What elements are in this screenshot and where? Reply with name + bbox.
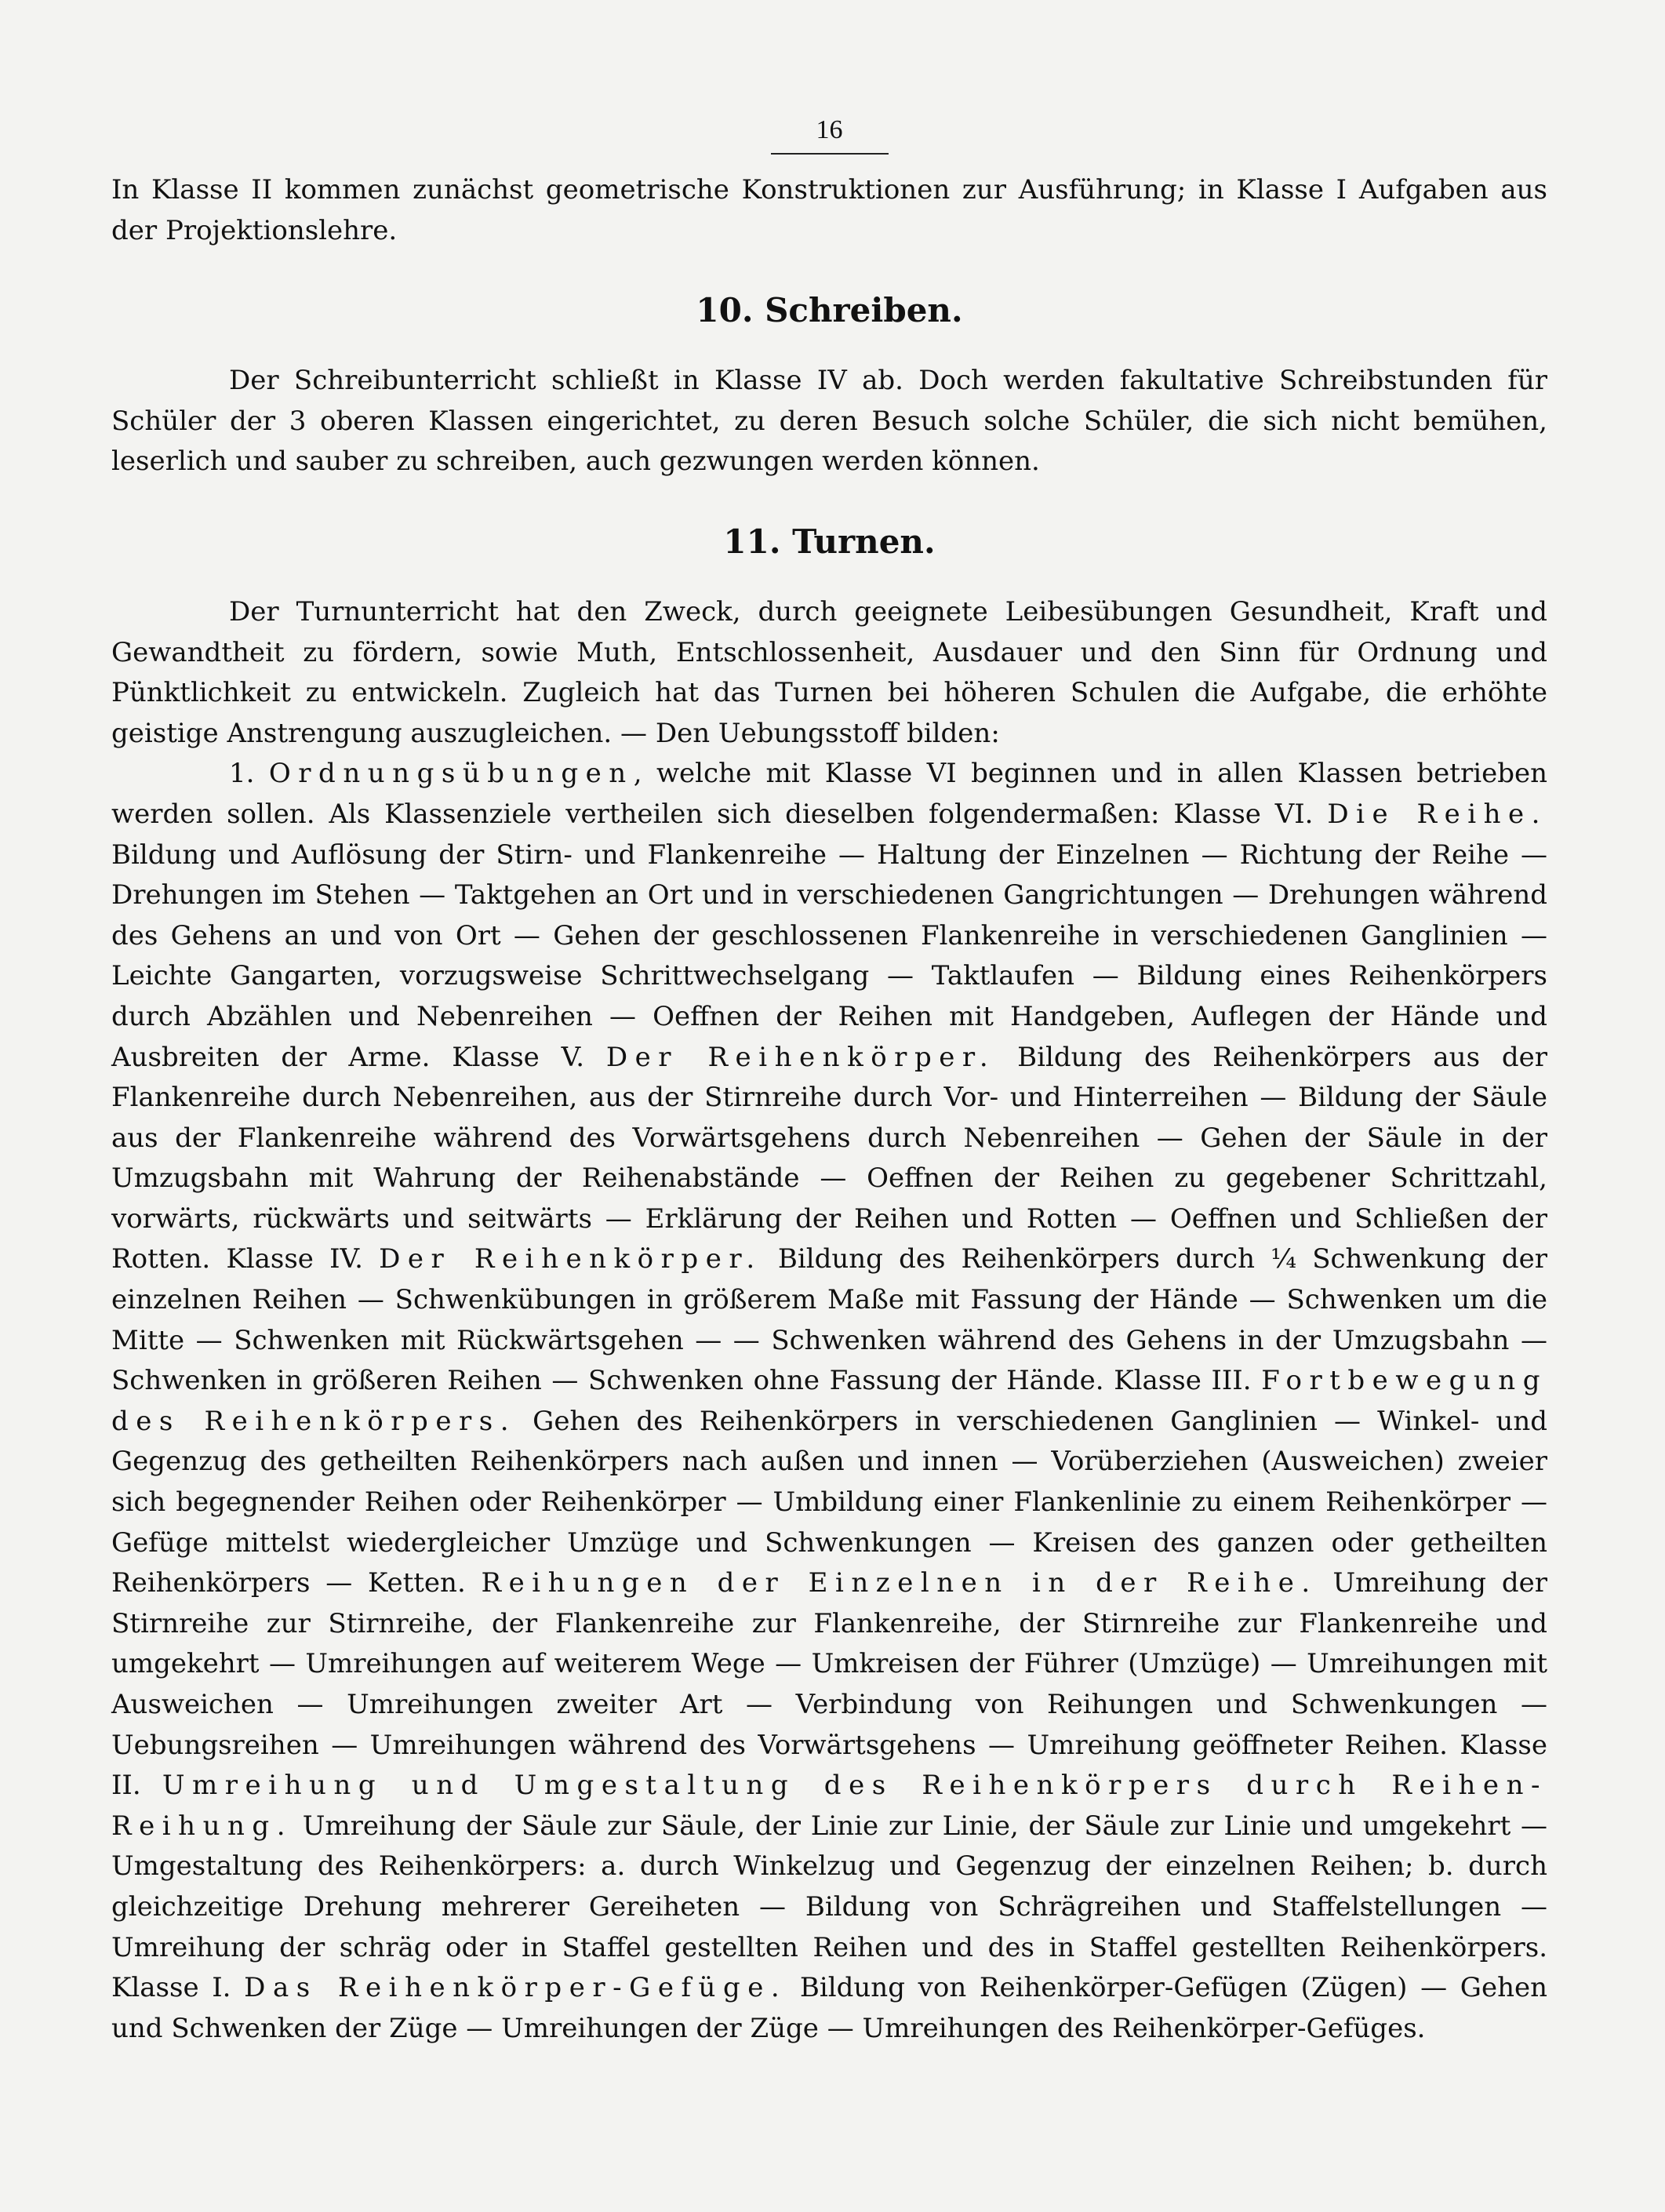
spaced-emphasis: Ordnungsübungen <box>268 758 634 790</box>
spaced-emphasis: Umreihung und Umgestaltung des Reihenkörpers durch Reihen-Reihung. <box>111 1770 1547 1842</box>
text-run: , welche mit Klasse VI beginnen und in allen Klassen betrieben werden sollen. Als Klassenziele vertheilen sich dieselben folgendermaßen: Klasse VI. <box>111 758 1547 830</box>
section-heading-schreiben: 10. Schreiben. <box>696 291 963 330</box>
page-number: 16 <box>816 115 843 144</box>
text-run: Bildung des Reihenkörpers durch ¼ Schwenkung der einzelnen Reihen — Schwenkübungen in größerem Maße mit Fassung der Hände — Schwenken um die Mitte — Schwenken mit Rückwärtsgehen — — Schwenken während des Gehens in der Umzugsbahn — Schwenken in größeren Reihen — Schwenken ohne Fassung der Hände. Klasse III. <box>111 1243 1548 1397</box>
spaced-emphasis: Der Reihenkörper. <box>379 1243 762 1275</box>
text-run: Bildung des Reihenkörpers aus der Flankenreihe durch Nebenreihen, aus der Stirnreihe durch Vor- und Hinterreihen — Bildung der Säule aus der Flankenreihe während des Vorwärtsgehens durch Nebenreihen — Gehen der Säule in der Umzugsbahn mit Wahrung der Reihenabstände — Oeffnen der Reihen zu gegebener Schrittzahl, vorwärts, rückwärts und seitwärts — Erklärung der Reihen und Rotten — Oeffnen und Schließen der Rotten. Klasse IV. <box>111 1041 1548 1275</box>
section-heading-turnen: 11. Turnen. <box>723 522 936 561</box>
spaced-emphasis: Die Reihe. <box>1327 798 1548 830</box>
text-run: Bildung von Reihenkörper-Gefügen (Zügen) — Gehen und Schwenken der Züge — Umreihungen der Züge — Umreihungen des Reihenkörper-Gefüges. <box>111 1972 1547 2044</box>
page-number-rule <box>771 153 889 155</box>
schreiben-paragraph: Der Schreibunterricht schließt in Klasse IV ab. Doch werden fakultative Schreibstunden für Schüler der 3 oberen Klassen eingerichtet, zu deren Besuch solche Schüler, die sich nicht bemühen, leserlich und sauber zu schreiben, auch gezwungen werden können. <box>111 365 1547 478</box>
turnen-paragraph-1: Der Turnunterricht hat den Zweck, durch geeignete Leibesübungen Gesundheit, Kraft und Gewandtheit zu fördern, sowie Muth, Entschlossenheit, Ausdauer und den Sinn für Ordnung und Pünktlichkeit zu entwickeln. Zugleich hat das Turnen bei höheren Schulen die Aufgabe, die erhöhte geistige Anstrengung auszugleichen. — Den Uebungsstoff bilden: <box>111 595 1547 749</box>
spaced-emphasis: Fortbewegung des Reihenkörpers. <box>111 1365 1547 1437</box>
text-run: Umreihung der Stirnreihe zur Stirnreihe, der Flankenreihe zur Flankenreihe, der Stirnreihe zur Flankenreihe und umgekehrt — Umreihungen auf weiterem Wege — Umkreisen der Führer (Umzüge) — Umreihungen mit Ausweichen — Umreihungen zweiter Art — Verbindung von Reihungen und Schwenkungen — Uebungsreihen — Umreihungen während des Vorwärtsgehens — Umreihung geöffneter Reihen. Klasse II. <box>111 1567 1548 1802</box>
turnen-paragraph-2 <box>111 754 1547 2049</box>
spaced-emphasis: Reihungen der Einzelnen in der Reihe. <box>481 1567 1318 1599</box>
intro-paragraph: In Klasse II kommen zunächst geometrische Konstruktionen zur Ausführung; in Klasse I Aufgaben aus der Projektionslehre. <box>111 174 1547 246</box>
text-run: Umreihung der Säule zur Säule, der Linie zur Linie, der Säule zur Linie und umgekehrt — Umgestaltung des Reihenkörpers: a. durch Winkelzug und Gegenzug der einzelnen Reihen; b. durch gleichzeitige Drehung mehrerer Gereiheten — Bildung von Schrägreihen und Staffelstellungen — Umreihung der schräg oder in Staffel gestellten Reihen und des in Staffel gestellten Reihenkörpers. Klasse I. <box>111 1810 1547 2004</box>
text-run: 1. <box>229 758 269 790</box>
spaced-emphasis: Das Reihenkörper-Gefüge. <box>244 1972 787 2004</box>
spaced-emphasis: Der Reihenkörper. <box>605 1041 996 1073</box>
text-run: Bildung und Auflösung der Stirn- und Flankenreihe — Haltung der Einzelnen — Richtung der Reihe — Drehungen im Stehen — Taktgehen an Ort und in verschiedenen Gangrichtungen — Drehungen während des Gehens an und von Ort — Gehen der geschlossenen Flankenreihe in verschiedenen Ganglinien — Leichte Gangarten, vorzugsweise Schrittwechselgang — Taktlaufen — Bildung eines Reihenkörpers durch Abzählen und Nebenreihen — Oeffnen der Reihen mit Handgeben, Auflegen der Hände und Ausbreiten der Arme. Klasse V. <box>111 839 1547 1073</box>
text-run: Gehen des Reihenkörpers in verschiedenen Ganglinien — Winkel- und Gegenzug des getheilten Reihenkörpers nach außen und innen — Vorüberziehen (Ausweichen) zweier sich begegnender Reihen oder Reihenkörper — Umbildung einer Flankenlinie zu einem Reihenkörper — Gefüge mittelst wiedergleicher Umzüge und Schwenkungen — Kreisen des ganzen oder getheilten Reihenkörpers — Ketten. <box>111 1405 1547 1599</box>
